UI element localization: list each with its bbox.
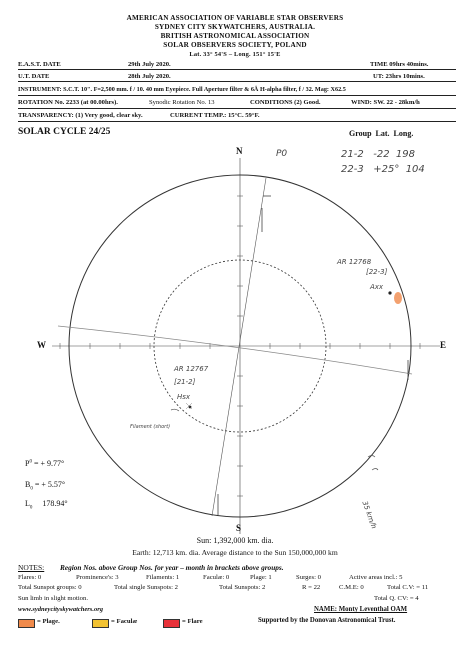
group-row-2: 22-3 +25° 104	[341, 164, 425, 175]
wind: WIND: SW. 22 - 28km/h	[351, 99, 420, 106]
ar12767-class: Hsx	[177, 393, 191, 401]
group-row-1: 21-2 -22 198	[341, 149, 416, 160]
prominences-count: Prominence's: 3	[76, 574, 119, 581]
r-value: R = 22	[302, 584, 321, 591]
group-table-header: Group Lat. Long.	[349, 129, 414, 138]
sun-diameter: Sun: 1,392,000 km. dia.	[196, 536, 274, 545]
observer-name: NAME: Monty Leventhal OAM	[314, 606, 408, 613]
rotation-number: ROTATION No. 2233 (at 00.00hrs).	[18, 99, 118, 106]
faculae-swatch	[92, 619, 109, 628]
ar12768-group: [22-3]	[366, 268, 388, 276]
total-cv: Total C.V: = 11	[387, 584, 429, 591]
p0-parameter: $P^0$ = + 9.77°	[25, 459, 65, 468]
chart-title: SOLAR CYCLE 24/25	[18, 127, 111, 137]
total-sunspot-groups: Total Sunspot groups: 0	[18, 584, 82, 591]
notes-label: NOTES:	[18, 563, 45, 572]
ar12767-label: AR 12767	[174, 365, 209, 373]
east-label: E	[440, 340, 447, 350]
website-link[interactable]: www.sydneycityskywatchers.org	[18, 606, 103, 613]
east-date-label: E.A.S.T. DATE	[18, 61, 61, 68]
filament-note: Filament (short)	[130, 424, 171, 430]
plage-legend-label: = Plage.	[37, 618, 60, 625]
notes-text: Region Nos. above Group Nos. for year – month in brackets above groups.	[60, 563, 284, 572]
ut-date-value: 28th July 2020.	[128, 73, 171, 80]
current-temp: CURRENT TEMP.: 15°C. 59°F.	[170, 112, 260, 119]
instrument-line: INSTRUMENT: S.C.T. 10". F=2,500 mm. f / 10. 40 mm Eyepiece. Full Aperture filter & 6Å H-alpha filter, f / 32. Mag: X62.5	[18, 86, 346, 93]
plage-swatch	[18, 619, 35, 628]
sunspot-cross	[186, 403, 192, 409]
transparency: TRANSPARENCY: (1) Very good, clear sky.	[18, 112, 143, 119]
ut-date-label: U.T. DATE	[18, 73, 50, 80]
header-line-3: BRITISH ASTRONOMICAL ASSOCIATION	[160, 32, 310, 40]
b0-parameter: $B_0$ = + 5.57°	[25, 480, 66, 492]
prominence-mark	[372, 469, 378, 471]
header-location: Lat. 33° 54'S – Long. 151° 15'E	[189, 51, 281, 58]
east-date-value: 29th July 2020.	[128, 61, 171, 68]
total-sunspots: Total Sunspots: 2	[219, 584, 266, 591]
synodic-rotation: Synodic Rotation No. 13	[149, 99, 215, 106]
ar12767-group: [21-2]	[174, 378, 196, 386]
south-label: S	[236, 523, 242, 533]
header-line-2: SYDNEY CITY SKYWATCHERS, AUSTRALIA.	[154, 23, 316, 31]
header-line-4: SOLAR OBSERVERS SOCIETY, POLAND	[163, 41, 307, 49]
east-time-value: TIME 09hrs 40mins.	[370, 61, 429, 68]
limb-note: Sun limb in slight motion.	[18, 595, 89, 602]
ar12768-label: AR 12768	[337, 258, 372, 266]
active-areas-count: Active areas incl.: 5	[349, 574, 403, 581]
sunspot-ar12768	[388, 291, 391, 294]
west-label: W	[37, 340, 46, 350]
p0-annotation: P0	[276, 149, 288, 159]
conditions: CONDITIONS (2) Good.	[250, 99, 321, 106]
north-label: N	[236, 146, 243, 156]
ar12768-class: Axx	[370, 283, 384, 291]
earth-facts: Earth: 12,713 km. dia. Average distance to the Sun 150,000,000 km	[132, 548, 338, 557]
prominence-mark	[368, 456, 375, 458]
plage-region	[394, 292, 402, 304]
l0-parameter: $L_0$ 178.94°	[25, 499, 68, 511]
flare-swatch	[163, 619, 180, 628]
ut-time-value: UT: 23hrs 10mins.	[373, 73, 425, 80]
total-single-sunspots: Total single Sunspots: 2	[114, 584, 178, 591]
cme-count: C.M.E: 0	[339, 584, 364, 591]
supported-by: Supported by the Donovan Astronomical Trust.	[258, 617, 396, 624]
faculae-legend-label: = Faculæ	[111, 618, 138, 625]
filaments-count: Filaments: 1	[146, 574, 180, 581]
total-qcv: Total Q. CV: = 4	[374, 595, 419, 602]
filament-mark	[171, 409, 179, 411]
solar-equator-line	[58, 326, 412, 374]
wind-note: 35 km/h	[360, 500, 378, 530]
flare-legend-label: = Flare	[182, 618, 203, 625]
solar-rotation-axis	[212, 178, 266, 516]
plage-count: Plage: 1	[250, 574, 272, 581]
surges-count: Surges: 0	[296, 574, 321, 581]
faculae-count: Faculæ: 0	[203, 574, 230, 581]
flares-count: Flares: 0	[18, 574, 42, 581]
header-line-1: AMERICAN ASSOCIATION OF VARIABLE STAR OBSERVERS	[126, 14, 344, 22]
